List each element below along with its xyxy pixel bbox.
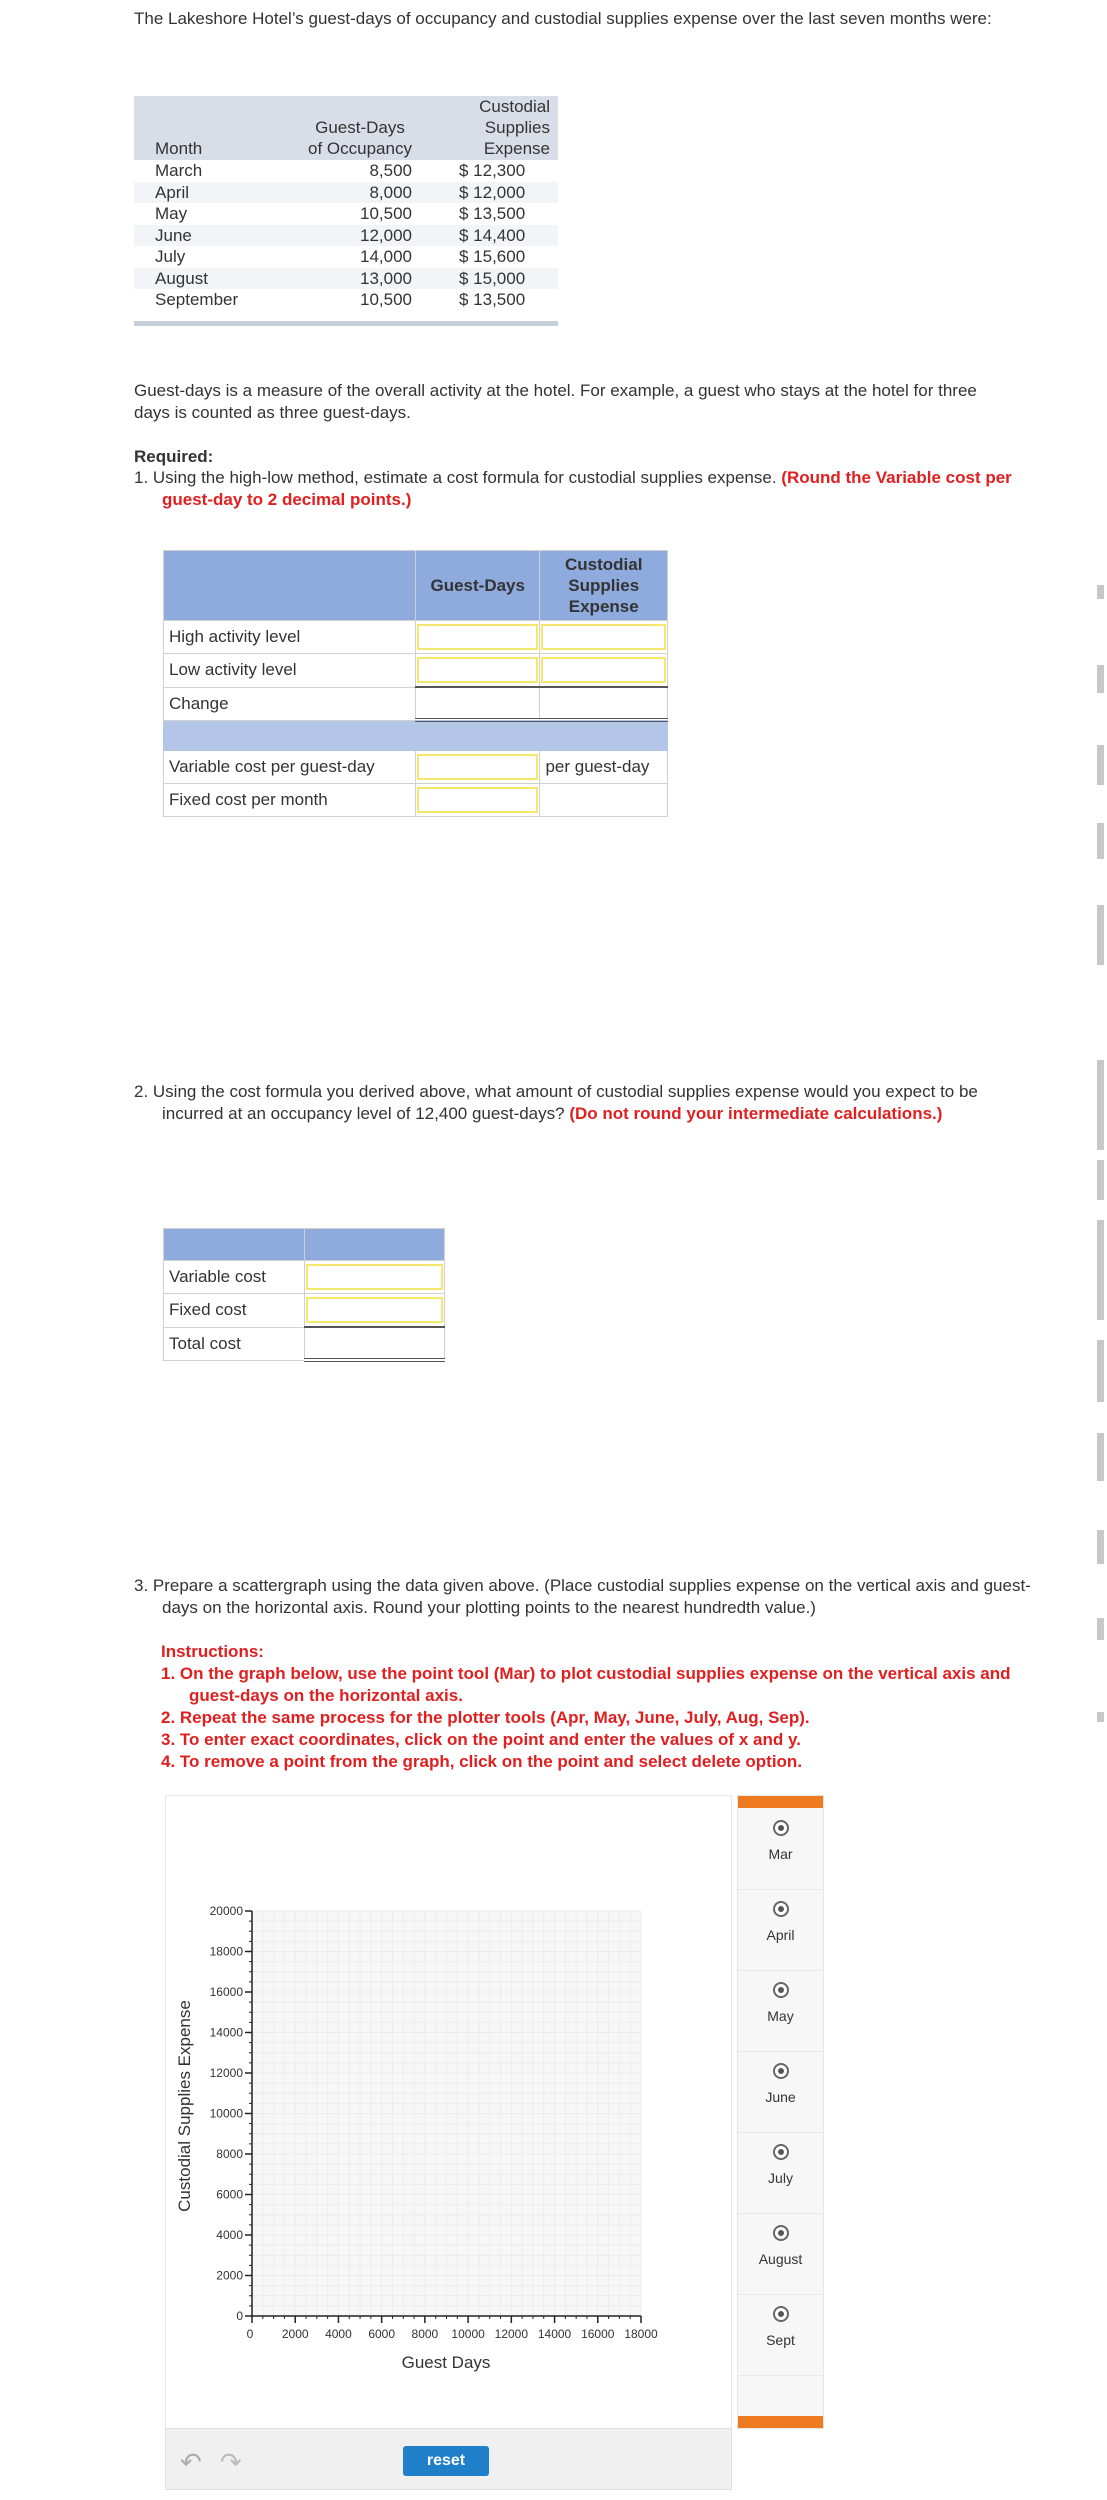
y-tick-label: 14000	[209, 2025, 243, 2040]
data-table-header	[134, 96, 558, 160]
redo-icon[interactable]: ↷	[220, 2447, 242, 2477]
scroll-mark	[1097, 1618, 1104, 1640]
expense-cell: $ 15,000	[459, 268, 526, 288]
low-expense-input[interactable]	[541, 657, 666, 683]
intro-text: The Lakeshore Hotel’s guest-days of occupancy and custodial supplies expense over the last seven months were:	[134, 9, 992, 28]
scroll-mark	[1097, 1712, 1104, 1722]
data-row-may	[134, 203, 558, 225]
graph-panel	[165, 1795, 732, 2429]
gap-row-c	[540, 720, 668, 751]
x-axis-label: Guest Days	[401, 2353, 491, 2372]
per-guest-day-label: per guest-day	[540, 751, 668, 784]
x-tick-label: 4000	[325, 2327, 352, 2341]
scroll-mark	[1097, 665, 1104, 693]
header-expense: Expense	[483, 139, 550, 158]
guest-days-cell: 12,000	[360, 225, 412, 245]
month-cell: April	[155, 182, 190, 202]
undo-icon[interactable]: ↶	[180, 2447, 202, 2477]
q1-question: 1. Using the high-low method, estimate a cost formula for custodial supplies expense.	[134, 468, 777, 487]
point-tool-july[interactable]	[738, 2132, 823, 2214]
point-tool-label: May	[767, 2008, 794, 2024]
point-tools-panel	[737, 1795, 824, 2429]
q2-question: 2. Using the cost formula you derived above, what amount of custodial supplies expense would you expect to be incurred at an occupancy level of 12,400 guest-days?	[134, 1082, 978, 1123]
row-variable-label: Variable cost per guest-day	[164, 751, 416, 784]
y-tick-label: 0	[236, 2309, 243, 2323]
q2-variable-input[interactable]	[306, 1264, 443, 1290]
scroll-mark	[1097, 1433, 1104, 1481]
high-expense-input[interactable]	[541, 624, 666, 650]
header-supplies: Supplies	[484, 118, 550, 137]
fixed-cost-input[interactable]	[417, 787, 538, 813]
instructions	[161, 1641, 1021, 1773]
x-tick-label: 16000	[581, 2327, 615, 2341]
scroll-mark	[1097, 823, 1104, 859]
month-cell: August	[155, 268, 208, 288]
x-tick-label: 12000	[494, 2327, 529, 2341]
x-tick-label: 8000	[411, 2327, 439, 2341]
fixed-cost-blank	[540, 784, 668, 817]
data-table	[134, 96, 558, 326]
guest-days-cell: 8,500	[369, 161, 412, 180]
point-tool-icon	[773, 1982, 789, 1998]
point-tool-august[interactable]	[738, 2213, 823, 2295]
data-row-march	[134, 160, 558, 182]
y-axis-label: Custodial Supplies Expense	[175, 2000, 194, 2212]
tools-top-bar	[738, 1796, 823, 1808]
point-tool-icon	[773, 2306, 789, 2322]
row-low-label: Low activity level	[164, 654, 416, 688]
q2-variable-label: Variable cost	[164, 1261, 305, 1294]
data-row-september	[134, 289, 558, 311]
expense-cell: $ 13,500	[459, 290, 526, 309]
data-table-rows	[134, 160, 558, 311]
y-tick-label: 20000	[209, 1904, 243, 1918]
data-row-july	[134, 246, 558, 268]
q2-total-label: Total cost	[164, 1327, 305, 1360]
gap-row-b	[416, 720, 540, 751]
row-high-label: High activity level	[164, 621, 416, 654]
scattergraph[interactable]	[166, 1796, 731, 2428]
high-guest-days-input[interactable]	[417, 624, 538, 650]
change-guest-days-cell	[416, 687, 540, 720]
y-tick-label: 16000	[209, 1985, 243, 1999]
point-tool-icon	[773, 2225, 789, 2241]
high-low-header-blank	[164, 551, 416, 621]
data-row-june	[134, 225, 558, 247]
instruction-2: 2. Repeat the same process for the plotter tools (Apr, May, June, July, Aug, Sep).	[161, 1708, 810, 1727]
month-cell: June	[155, 225, 192, 245]
col-expense-line1: Custodial	[565, 555, 643, 574]
y-tick-label: 12000	[209, 2066, 243, 2080]
row-fixed-label: Fixed cost per month	[164, 784, 416, 817]
q3-text: 3. Prepare a scattergraph using the data given above. (Place custodial supplies expense on the vertical axis and guest-days on the horizontal axis. Round your plotting points to the nearest hundredth value.)	[134, 1576, 1031, 1617]
q2-note: (Do not round your intermediate calculations.)	[569, 1104, 943, 1123]
data-row-april	[134, 182, 558, 204]
point-tool-icon	[773, 1901, 789, 1917]
low-guest-days-input[interactable]	[417, 657, 538, 683]
scroll-mark	[1097, 1160, 1104, 1200]
y-tick-label: 4000	[216, 2228, 243, 2242]
expected-header-a	[164, 1229, 305, 1261]
gap-row-a	[164, 720, 416, 751]
x-tick-label: 14000	[537, 2327, 572, 2341]
y-tick-label: 10000	[209, 2106, 243, 2121]
point-tool-sept[interactable]	[738, 2294, 823, 2376]
instruction-3: 3. To enter exact coordinates, click on the point and enter the values of x and y.	[161, 1730, 801, 1749]
q1-note: (Round the Variable cost per guest-day to 2 decimal points.)	[162, 468, 1012, 509]
point-tool-label: July	[768, 2170, 793, 2186]
x-tick-label: 2000	[281, 2327, 309, 2341]
col-expense	[540, 551, 668, 621]
q2-fixed-label: Fixed cost	[164, 1294, 305, 1328]
guest-days-cell: 8,000	[369, 182, 412, 202]
expense-cell: $ 15,600	[459, 247, 526, 266]
header-occupancy: of Occupancy	[308, 139, 412, 158]
instructions-label: Instructions:	[161, 1642, 264, 1661]
data-table-footer-line	[134, 321, 558, 326]
month-cell: September	[155, 290, 239, 309]
x-tick-label: 6000	[368, 2327, 396, 2341]
point-tool-label: Mar	[768, 1846, 793, 1862]
data-row-august	[134, 268, 558, 290]
month-cell: July	[155, 247, 186, 266]
expense-cell: $ 14,400	[459, 225, 526, 245]
month-cell: May	[155, 204, 188, 223]
change-expense-cell	[540, 687, 668, 720]
guest-days-cell: 10,500	[360, 204, 412, 223]
col-expense-line3: Expense	[568, 597, 639, 616]
variable-cost-input[interactable]	[417, 754, 538, 780]
header-guest-days: Guest-Days	[315, 118, 405, 137]
point-tool-icon	[773, 2063, 789, 2079]
point-tool-june[interactable]	[738, 2051, 823, 2133]
y-tick-label: 8000	[216, 2147, 243, 2161]
high-low-table	[163, 550, 668, 817]
row-change-label: Change	[164, 687, 416, 720]
x-tick-label: 0	[246, 2327, 254, 2341]
guest-days-note: Guest-days is a measure of the overall activity at the hotel. For example, a guest who stays at the hotel for three days is counted as three guest-days.	[134, 381, 977, 422]
x-tick-label: 10000	[451, 2327, 485, 2341]
y-tick-label: 6000	[216, 2187, 243, 2202]
point-tool-icon	[773, 2144, 789, 2160]
scroll-mark	[1097, 1340, 1104, 1402]
header-month: Month	[155, 139, 203, 158]
col-expense-line2: Supplies	[568, 576, 640, 595]
required-label: Required:	[134, 447, 214, 466]
point-tool-label: August	[758, 2251, 803, 2267]
month-cell: March	[155, 161, 203, 180]
col-guest-days: Guest-Days	[416, 551, 540, 621]
tools-bottom-bar	[738, 2416, 823, 2428]
q2-total-cell	[304, 1327, 444, 1360]
point-tool-label: Sept	[766, 2332, 795, 2348]
scroll-mark	[1097, 1530, 1104, 1564]
reset-button[interactable]: reset	[403, 2446, 489, 2476]
point-tool-may[interactable]	[738, 1970, 823, 2052]
scroll-mark	[1097, 585, 1104, 599]
instruction-4: 4. To remove a point from the graph, click on the point and select delete option.	[161, 1752, 803, 1771]
expected-header-b	[304, 1229, 444, 1261]
y-tick-label: 2000	[216, 2268, 243, 2283]
x-tick-label: 18000	[624, 2327, 658, 2341]
point-tool-icon	[773, 1820, 789, 1836]
q2-fixed-input[interactable]	[306, 1297, 443, 1323]
expense-cell: $ 12,300	[459, 161, 526, 180]
scroll-mark	[1097, 745, 1104, 785]
expected-cost-table	[163, 1228, 445, 1362]
scroll-mark	[1097, 1220, 1104, 1320]
scroll-mark	[1097, 1060, 1104, 1150]
guest-days-cell: 13,000	[360, 268, 412, 288]
point-tool-label: June	[765, 2089, 796, 2105]
guest-days-cell: 14,000	[360, 247, 412, 266]
instruction-1: 1. On the graph below, use the point tool (Mar) to plot custodial supplies expense on the vertical axis and guest-days on the horizontal axis.	[161, 1664, 1011, 1705]
header-custodial: Custodial	[479, 97, 550, 116]
q2-text	[134, 1081, 1042, 1125]
point-tool-april[interactable]	[738, 1889, 823, 1971]
q1-text	[134, 467, 1012, 511]
scroll-mark	[1097, 905, 1104, 965]
point-tool-label: April	[766, 1927, 795, 1943]
y-tick-label: 18000	[209, 1944, 243, 1959]
guest-days-cell: 10,500	[360, 290, 412, 309]
point-tool-mar[interactable]	[738, 1808, 823, 1890]
expense-cell: $ 13,500	[459, 204, 526, 223]
expense-cell: $ 12,000	[459, 182, 526, 202]
